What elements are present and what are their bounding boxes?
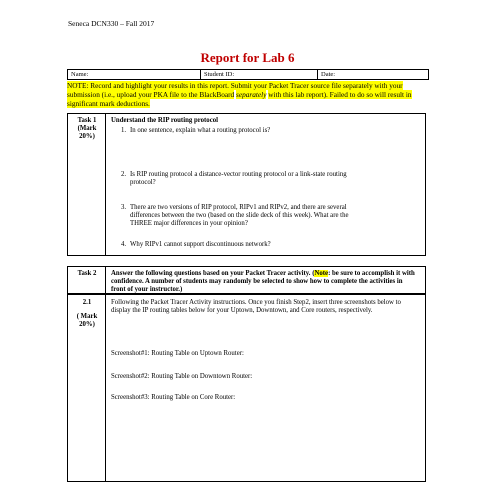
sub21-intro: Following the Packet Tracer Activity instructions. Once you finish Step2, insert three screenshots below to display the IP routing tables below for your Uptown, Downtown, and Core routers, respectively. — [111, 299, 401, 315]
report-title: Report for Lab 6 — [200, 50, 295, 65]
note-text-2: with this lab report). Failed to do so will result in significant mark deductions. — [67, 90, 412, 108]
question-number: 2. — [121, 171, 127, 178]
info-row — [67, 69, 429, 80]
task2-label: Task 2 — [77, 270, 97, 277]
task1-pct: 20%) — [79, 133, 95, 141]
student-id-label: Student ID: — [204, 70, 235, 78]
task2-heading — [111, 270, 416, 295]
task1-heading: Understand the RIP routing protocol — [111, 117, 218, 124]
screenshot-3-label: Screenshot#3: Routing Table on Core Router: — [111, 394, 236, 401]
sub21-mark: ( Mark — [76, 313, 98, 321]
sub21-label: 2.1 — [82, 299, 92, 306]
date-label: Date: — [321, 70, 336, 78]
note-italic: separately — [236, 90, 267, 99]
task1-label: Task 1 — [77, 117, 97, 124]
question-3: There are two versions of RIP protocol, RIPv1 and RIPv2, and there are several differences between the two (based on the slide deck of this week). What are the THREE major differences in your opinion? — [130, 204, 349, 228]
task2-heading-text: Answer the following questions based on your Packet Tracer activity. ( — [111, 270, 315, 277]
task1-mark: (Mark — [77, 125, 97, 133]
task1-label-cell — [71, 117, 103, 142]
column-divider — [105, 295, 106, 481]
screenshot-2-label: Screenshot#2: Routing Table on Downtown Router: — [111, 373, 253, 380]
question-1: In one sentence, explain what a routing protocol is? — [130, 127, 271, 134]
sub21-table — [67, 294, 426, 482]
task2-note-highlight: Note — [314, 270, 329, 277]
task2-table — [67, 266, 426, 294]
screenshot-1-label: Screenshot#1: Routing Table on Uptown Router: — [111, 350, 244, 357]
question-4: Why RIPv1 cannot support discontinuous network? — [130, 241, 271, 248]
question-number: 3. — [121, 204, 127, 211]
note-text: NOTE: Record and highlight your results in this report. Submit your Packet Tracer source file separately with your submission (i.e., upload your PKA file to the BlackBoard — [67, 81, 403, 99]
question-number: 1. — [121, 127, 127, 134]
document-header: Seneca DCN330 – Fall 2017 — [68, 19, 155, 28]
column-divider — [105, 267, 106, 293]
divider — [200, 70, 201, 79]
question-2: Is RIP routing protocol a distance-vector routing protocol or a link-state routing protocol? — [130, 171, 347, 187]
question-number: 4. — [121, 241, 127, 248]
note-paragraph — [67, 81, 423, 108]
column-divider — [105, 114, 106, 255]
divider — [317, 70, 318, 79]
task2-heading-text-2: : be sure to accomplish it with confidence. A number of students may randomly be selected to show how to complete the activities in front of your instructor.) — [111, 270, 415, 294]
sub21-pct: 20%) — [79, 321, 95, 329]
sub21-label-cell — [71, 299, 103, 330]
name-label: Name: — [71, 70, 89, 78]
